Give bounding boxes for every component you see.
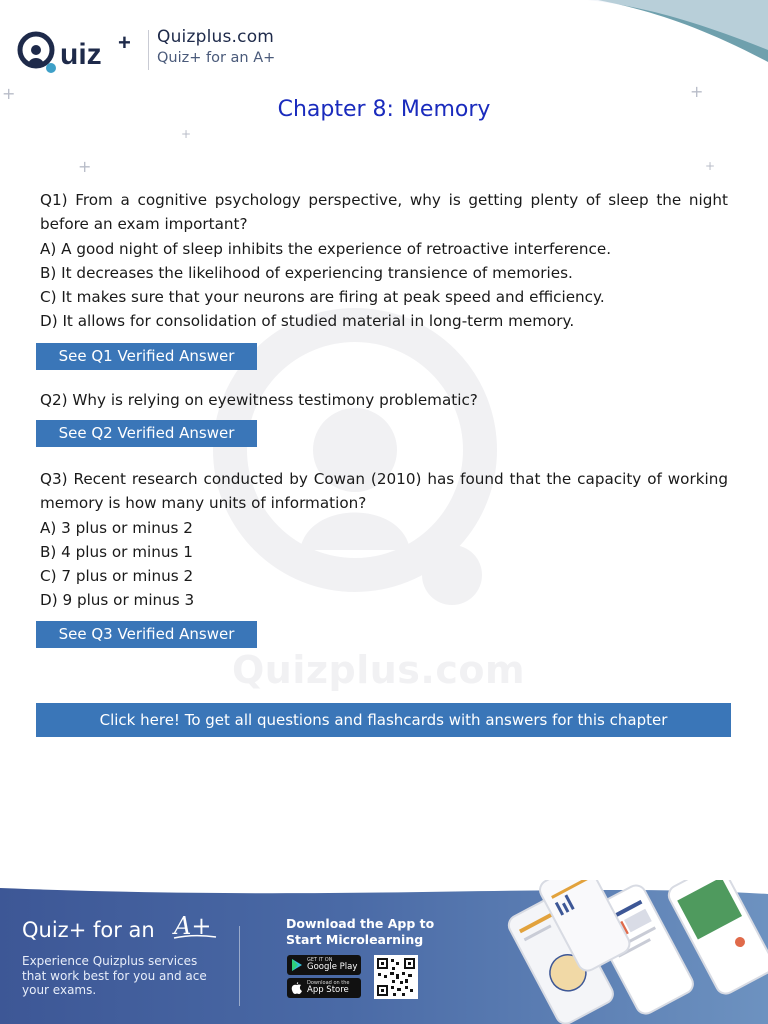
question-text: Q2) Why is relying on eyewitness testimony problematic? <box>40 391 478 409</box>
download-app-text: Download the App to Start Microlearning <box>286 916 435 947</box>
svg-text:A+: A+ <box>174 912 212 940</box>
google-play-small-text: GET IT ON <box>307 957 333 963</box>
header-wave-decoration <box>588 0 768 70</box>
svg-text:+: + <box>118 30 131 55</box>
see-q3-answer-button[interactable]: See Q3 Verified Answer <box>36 621 257 648</box>
logo-divider <box>148 30 149 70</box>
google-play-button[interactable] <box>287 955 361 975</box>
footer-description: Experience Quizplus services that work best for you and ace your exams. <box>22 954 207 997</box>
question-text: Q1) From a cognitive psychology perspective, why is getting plenty of sleep the night before an exam important? <box>40 191 728 234</box>
decor-plus: + <box>705 159 716 173</box>
google-play-icon <box>291 958 303 972</box>
answer-option: A) A good night of sleep inhibits the experience of retroactive interference. <box>40 239 612 258</box>
site-name[interactable]: Quizplus.com <box>157 27 275 47</box>
see-q1-answer-button[interactable]: See Q1 Verified Answer <box>36 343 257 370</box>
decor-plus: + <box>181 127 192 141</box>
quizplus-logo[interactable] <box>16 28 148 76</box>
watermark-text: Quizplus.com <box>232 648 526 692</box>
answer-option: D) It allows for consolidation of studied material in long-term memory. <box>40 312 575 331</box>
answer-option: A) 3 plus or minus 2 <box>40 518 193 537</box>
answer-option: C) It makes sure that your neurons are firing at peak speed and efficiency. <box>40 288 605 307</box>
footer-title: Quiz+ for an <box>22 918 155 942</box>
app-store-small-text: Download on the <box>307 980 350 986</box>
qr-code[interactable] <box>374 955 418 999</box>
decor-plus: + <box>2 84 16 103</box>
app-store-label: App Store <box>307 985 349 995</box>
answer-option: C) 7 plus or minus 2 <box>40 567 194 586</box>
apple-icon <box>291 981 303 995</box>
chapter-title: Chapter 8: Memory <box>277 97 491 122</box>
question-block-1 <box>40 188 728 370</box>
answer-option: D) 9 plus or minus 3 <box>40 591 195 610</box>
question-text: Q3) Recent research conducted by Cowan (2010) has found that the capacity of working memory is how many units of information? <box>40 470 728 513</box>
decor-plus: + <box>690 82 704 101</box>
get-all-questions-button[interactable]: Click here! To get all questions and flashcards with answers for this chapter <box>36 703 731 737</box>
question-block-2 <box>40 388 728 447</box>
svg-text:uiz: uiz <box>60 38 102 71</box>
footer-divider <box>239 926 240 1006</box>
see-q2-answer-button[interactable]: See Q2 Verified Answer <box>36 420 257 447</box>
app-promo-footer <box>0 880 768 1024</box>
google-play-label: Google Play <box>307 962 358 972</box>
answer-option: B) 4 plus or minus 1 <box>40 542 193 561</box>
a-plus-badge <box>172 910 218 942</box>
answer-option: B) It decreases the likelihood of experiencing transience of memories. <box>40 263 573 282</box>
decor-plus: + <box>78 157 92 176</box>
site-tagline: Quiz+ for an A+ <box>157 50 276 66</box>
app-phones-illustration <box>500 880 768 1024</box>
question-block-3 <box>40 467 728 648</box>
app-store-button[interactable] <box>287 978 361 998</box>
